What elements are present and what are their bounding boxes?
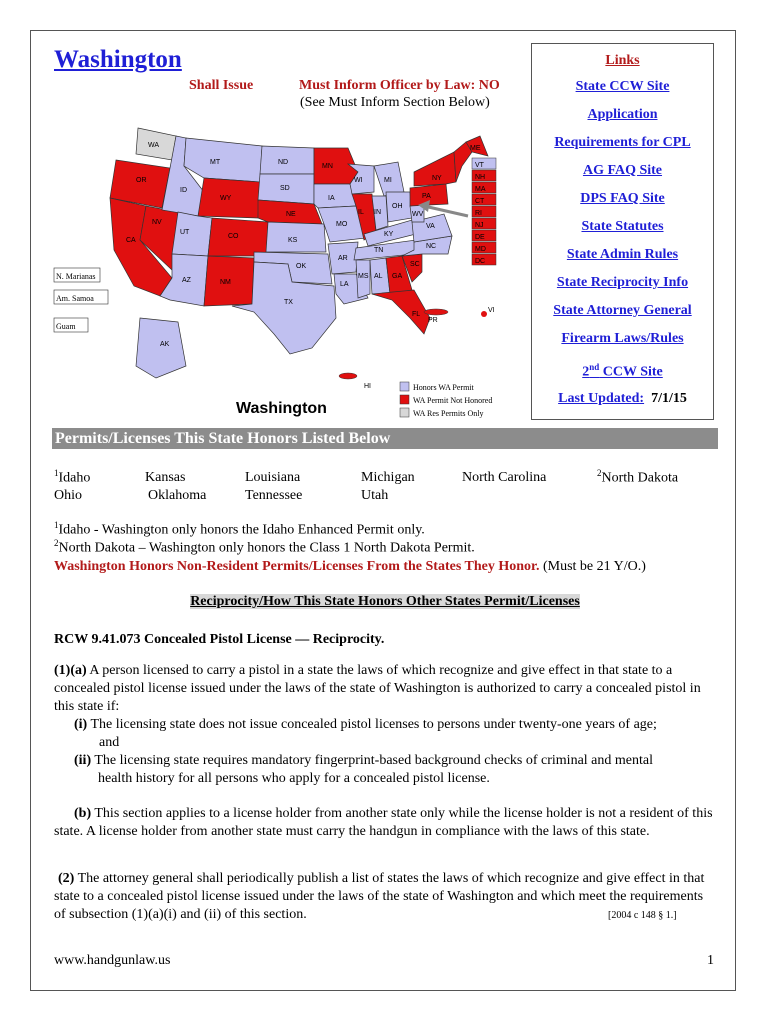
citation: [2004 c 148 § 1.] [608, 910, 677, 921]
label-pr: PR [428, 317, 438, 324]
reciprocity-map [52, 122, 522, 427]
n-marianas-label: N. Marianas [56, 272, 96, 281]
state-ia [314, 184, 356, 208]
note-text: Idaho - Washington only honors the Idaho Enhanced Permit only. [58, 522, 425, 538]
footer-url[interactable]: www.handgunlaw.us [54, 953, 171, 968]
b-label: (b) [74, 806, 92, 821]
state-michigan: Michigan [361, 470, 415, 485]
clause-ii [54, 752, 718, 770]
label-ms: MS [358, 273, 369, 280]
label-sd: SD [280, 185, 290, 192]
last-updated-value: 7/1/15 [651, 390, 687, 406]
guam-label: Guam [56, 322, 76, 331]
legend-swatch-res-only [400, 408, 409, 417]
clause-and: and [99, 735, 120, 750]
second-prefix: 2 [582, 364, 590, 380]
link-requirements-cpl[interactable]: Requirements for CPL [554, 135, 691, 150]
label-vi: VI [488, 307, 495, 314]
para-1b [54, 805, 718, 841]
label-ks: KS [288, 237, 298, 244]
link-firearm-laws[interactable]: Firearm Laws/Rules [561, 331, 684, 346]
second-sup: nd [589, 362, 600, 372]
label-nm: NM [220, 279, 231, 286]
state-oklahoma: Oklahoma [148, 488, 207, 503]
links-heading: Links [605, 53, 640, 68]
state-name: North Dakota [601, 470, 679, 486]
hawaii-shape [339, 373, 357, 379]
label-me: ME [470, 145, 481, 152]
label-ia: IA [328, 195, 335, 202]
label-mo: MO [336, 221, 348, 228]
reciprocity-heading-text: Reciprocity/How This State Honors Other States Permit/Licenses [190, 594, 580, 609]
label-tx: TX [284, 299, 293, 306]
legend-swatch-honors [400, 382, 409, 391]
i-label: (i) [74, 717, 88, 732]
legend-label-res-only: WA Res Permits Only [413, 409, 484, 418]
sup-2: 2 [597, 468, 602, 478]
label-ak: AK [160, 341, 170, 348]
label-mi: MI [384, 177, 392, 184]
nonresident-tail: (Must be 21 Y/O.) [539, 559, 646, 574]
label-ut: UT [180, 229, 190, 236]
note-north-dakota [54, 538, 475, 557]
link-state-attorney-general[interactable]: State Attorney General [553, 303, 692, 318]
label-la: LA [340, 281, 349, 288]
links-panel [531, 43, 714, 420]
nonresident-note [54, 559, 646, 575]
state-kansas: Kansas [145, 470, 186, 485]
state-name: Idaho [58, 470, 91, 486]
p2-text: The attorney general shall periodically publish a list of states the laws of which recognize and give effect in that state to a concealed pistol license issued under the laws of the state of Washington and which meet the requirements of subsection (1)(a)(i) and (ii) of this section. [54, 871, 705, 922]
label-al: AL [374, 273, 383, 280]
label-wy: WY [220, 195, 232, 202]
small-label-ma: MA [475, 186, 486, 193]
state-idaho [54, 468, 90, 487]
label-wa: WA [148, 142, 160, 149]
ii-label: (ii) [74, 753, 92, 768]
state-north-carolina: North Carolina [462, 470, 547, 485]
label-ok: OK [296, 263, 307, 270]
label-mt: MT [210, 159, 221, 166]
state-ak [136, 318, 186, 378]
link-ag-faq[interactable]: AG FAQ Site [582, 163, 663, 178]
small-label-ct: CT [475, 198, 485, 205]
link-application[interactable]: Application [587, 107, 658, 122]
label-az: AZ [182, 277, 191, 284]
label-tn: TN [374, 247, 384, 254]
footer-page-number: 1 [707, 953, 714, 968]
label-co: CO [228, 233, 239, 240]
state-ut [172, 212, 212, 256]
note-idaho [54, 520, 425, 539]
para-1a [54, 662, 718, 788]
small-label-nh: NH [475, 174, 486, 181]
last-updated-link[interactable]: Last Updated: [558, 390, 645, 406]
state-fl [372, 290, 430, 334]
state-utah: Utah [361, 488, 389, 503]
small-label-de: DE [475, 234, 485, 241]
link-state-reciprocity[interactable]: State Reciprocity Info [556, 275, 689, 290]
label-hi: HI [364, 383, 371, 390]
small-label-dc: DC [475, 258, 486, 265]
label-ga: GA [392, 273, 403, 280]
state-tennessee: Tennessee [245, 488, 303, 503]
label-sc: SC [410, 261, 420, 268]
ii-text: The licensing state requires mandatory fingerprint-based background checks of criminal and mental [91, 753, 653, 768]
label-id: ID [180, 187, 187, 194]
label-in: IN [374, 209, 381, 216]
link-state-ccw-site[interactable]: State CCW Site [575, 79, 670, 94]
legend-label-honors: Honors WA Permit [413, 383, 474, 392]
note-text: North Dakota – Washington only honors the Class 1 North Dakota Permit. [58, 540, 475, 556]
state-louisiana: Louisiana [245, 470, 301, 485]
label-wi: WI [354, 177, 363, 184]
label-or: OR [136, 177, 147, 184]
label-mn: MN [322, 163, 333, 170]
honors-heading: Permits/Licenses This State Honors Listed Below [52, 428, 718, 449]
label-va: VA [426, 223, 435, 230]
clause-ii-cont: health history for all persons who apply for a concealed pistol license. [98, 771, 490, 786]
label-pa: PA [422, 193, 431, 200]
reciprocity-heading [0, 594, 770, 610]
legend-swatch-not-honored [400, 395, 409, 404]
map-legend [400, 382, 492, 418]
label-ar: AR [338, 255, 348, 262]
state-north-dakota [597, 468, 678, 487]
label-nd: ND [278, 159, 289, 166]
p1-label: (1)(a) [54, 663, 87, 678]
link-dps-faq[interactable]: DPS FAQ Site [580, 191, 665, 206]
label-oh: OH [392, 203, 403, 210]
small-label-nj: NJ [475, 222, 484, 229]
p2-label: (2) [58, 871, 75, 886]
must-inform: Must Inform Officer by Law: NO [299, 78, 500, 93]
am-samoa-label: Am. Samoa [56, 294, 94, 303]
clause-i [54, 716, 718, 734]
vi-shape [481, 311, 487, 317]
link-state-statutes[interactable]: State Statutes [581, 219, 664, 234]
label-fl: FL [412, 311, 421, 318]
small-label-vt: VT [475, 162, 484, 169]
label-ca: CA [126, 237, 136, 244]
label-nc: NC [426, 243, 437, 250]
label-ne: NE [286, 211, 296, 218]
last-updated [532, 391, 713, 407]
state-ohio: Ohio [54, 488, 82, 503]
b-text: This section applies to a license holder from another state only while the license holder is not a resident of this state. A license holder from another state must carry the handgun in compliance with the laws of this state. [54, 806, 713, 839]
label-nv: NV [152, 219, 162, 226]
i-text: The licensing state does not issue concealed pistol licenses to persons under twenty-one years of age; [87, 717, 657, 732]
small-label-ri: RI [475, 210, 482, 217]
state-mt [184, 138, 262, 182]
page-title: Washington [54, 46, 182, 73]
nonresident-red: Washington Honors Non-Resident Permits/Licenses From the States They Honor. [54, 559, 540, 574]
link-state-admin-rules[interactable]: State Admin Rules [566, 247, 679, 262]
second-suffix: CCW Site [599, 364, 663, 380]
label-ky: KY [384, 231, 394, 238]
link-second-ccw-site[interactable] [532, 353, 713, 387]
label-wv: WV [412, 211, 424, 218]
issue-type: Shall Issue [189, 78, 254, 93]
label-ny: NY [432, 175, 442, 182]
small-label-md: MD [475, 246, 486, 253]
sup-2: 2 [54, 538, 59, 548]
rcw-title: RCW 9.41.073 Concealed Pistol License — Reciprocity. [54, 632, 385, 647]
legend-label-not-honored: WA Permit Not Honored [413, 396, 493, 405]
see-note: (See Must Inform Section Below) [300, 95, 490, 110]
map-title: Washington [236, 400, 327, 417]
sup-1: 1 [54, 520, 59, 530]
pr-shape [424, 309, 448, 315]
p1-text: A person licensed to carry a pistol in a state the laws of which recognize and give effect in that state to a concealed pistol license issued under the laws of the state of Washington is authorized to carry a concealed pistol in this state if: [54, 663, 701, 714]
sup-1: 1 [54, 468, 59, 478]
label-il: IL [358, 209, 364, 216]
